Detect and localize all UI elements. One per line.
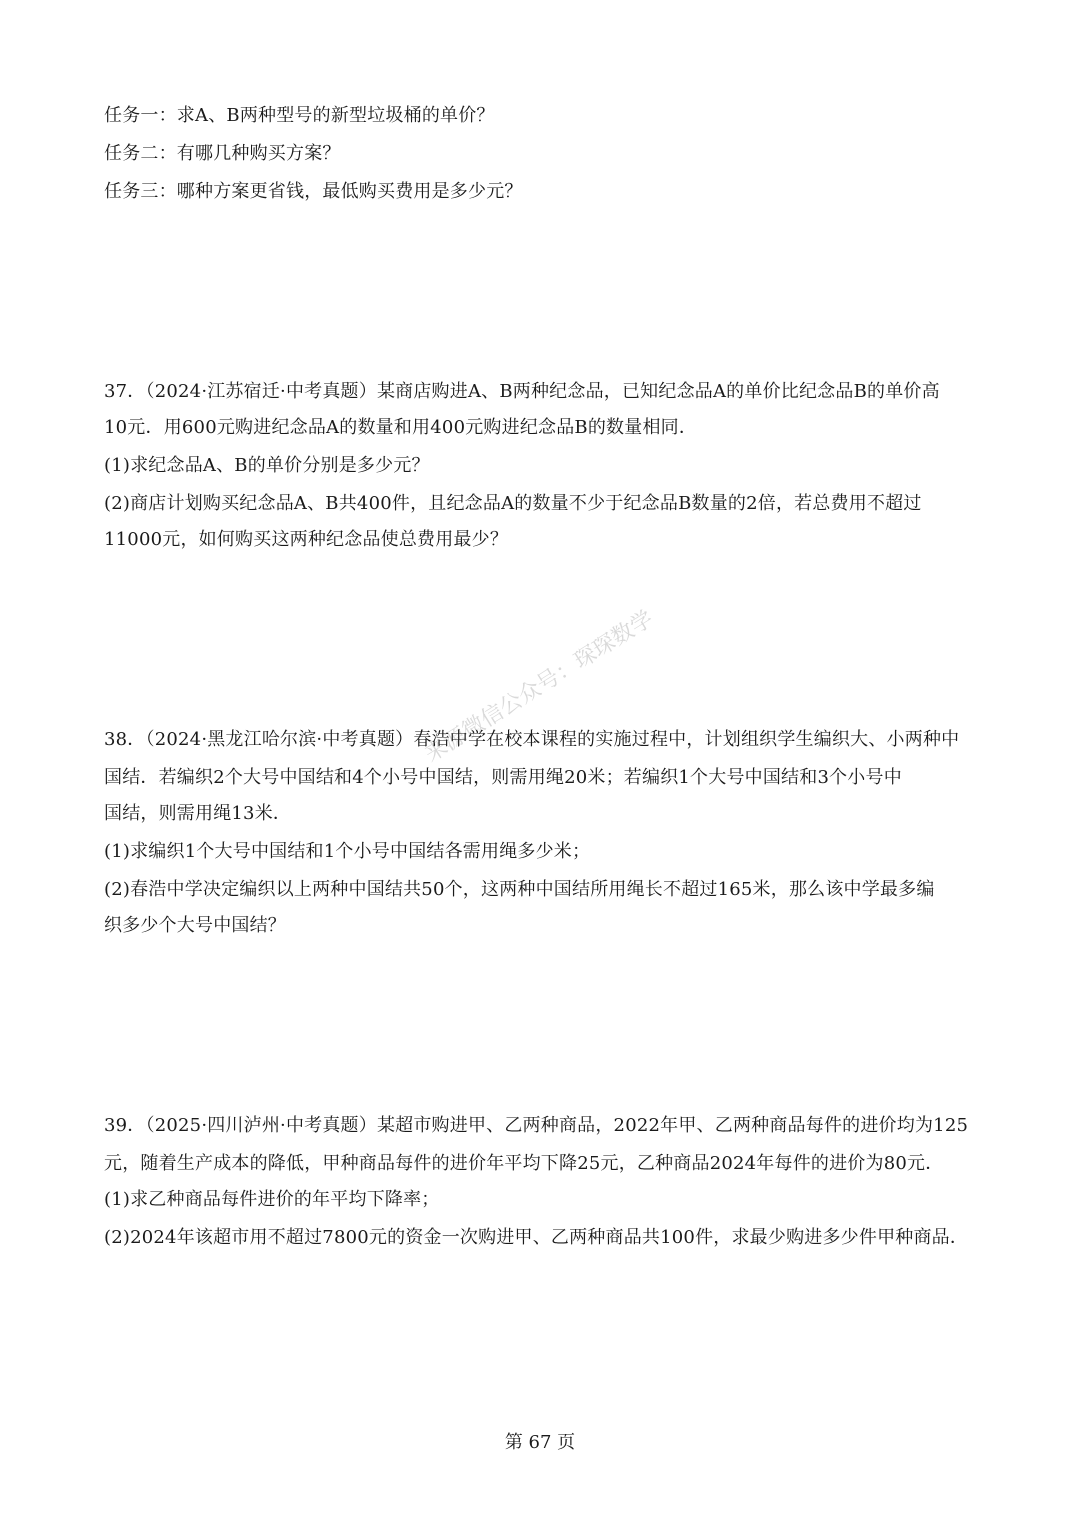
q38-part-1: (1)求编织1个大号中国结和1个小号中国结各需用绳多少米； (104, 841, 591, 862)
q37-part-1: (1)求纪念品A、B的单价分别是多少元？ (104, 455, 430, 476)
watermark: 来源微信公众号：琛琛数学 (420, 606, 658, 768)
q37-line-1: 37．（2024·江苏宿迁·中考真题）某商店购进A、B两种纪念品，已知纪念品A的单价比纪念品B的单价高 (104, 381, 940, 402)
task-one: 任务一：求A、B两种型号的新型垃圾桶的单价？ (104, 105, 495, 126)
q39-part-2: (2)2024年该超市用不超过7800元的资金一次购进甲、乙两种商品共100件，求最少购进多少件甲种商品． (104, 1227, 969, 1248)
q39-line-1: 39．（2025·四川泸州·中考真题）某超市购进甲、乙两种商品，2022年甲、乙两种商品每件的进价均为125 (104, 1115, 969, 1136)
q38-line-2: 国结．若编织2个大号中国结和4个小号中国结，则需用绳20米；若编织1个大号中国结和3个小号中 (104, 767, 902, 788)
q38-part-2-line-2: 织多少个大号中国结？ (104, 915, 286, 936)
q38-line-3: 国结，则需用绳13米． (104, 803, 292, 824)
task-two: 任务二：有哪几种购买方案？ (104, 143, 341, 164)
q37-part-2-line-1: (2)商店计划购买纪念品A、B共400件，且纪念品A的数量不少于纪念品B数量的2倍，若总费用不超过 (104, 493, 922, 514)
page-number: 第 67 页 (504, 1432, 576, 1453)
q38-part-2-line-1: (2)春浩中学决定编织以上两种中国结共50个，这两种中国结所用绳长不超过165米，那么该中学最多编 (104, 879, 935, 900)
q39-part-1: (1)求乙种商品每件进价的年平均下降率； (104, 1189, 440, 1210)
q38-line-1: 38．（2024·黑龙江哈尔滨·中考真题）春浩中学在校本课程的实施过程中，计划组织学生编织大、小两种中 (104, 729, 960, 750)
q37-line-2: 10元．用600元购进纪念品A的数量和用400元购进纪念品B的数量相同． (104, 417, 698, 438)
task-three: 任务三：哪种方案更省钱，最低购买费用是多少元？ (104, 181, 523, 202)
q39-line-2: 元，随着生产成本的降低，甲种商品每件的进价年平均下降25元，乙种商品2024年每件的进价为80元． (104, 1153, 944, 1174)
q37-part-2-line-2: 11000元，如何购买这两种纪念品使总费用最少？ (104, 529, 509, 550)
